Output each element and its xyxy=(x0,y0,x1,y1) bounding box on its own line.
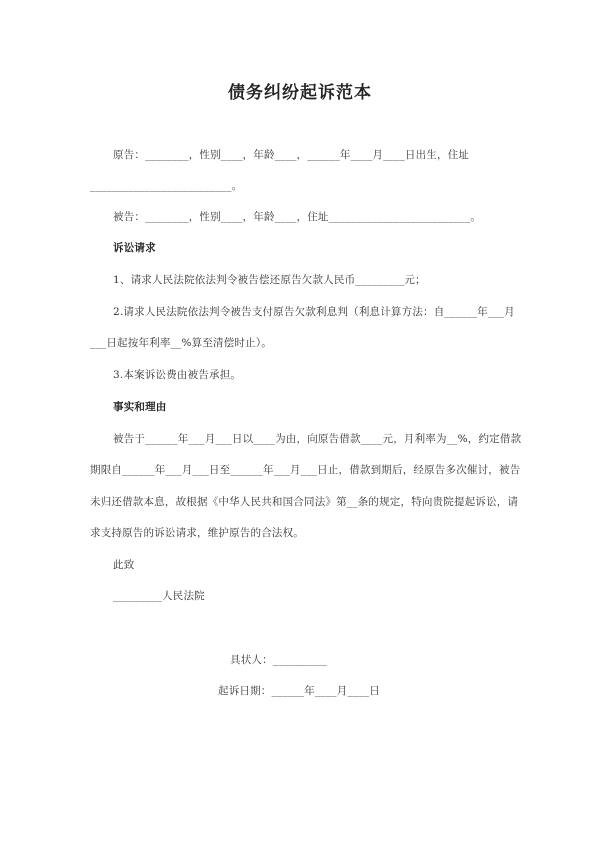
claim-item-1: 1、请求人民法院依法判令被告偿还原告欠款人民币_________元； xyxy=(113,274,426,286)
document-title: 债务纠纷起诉范本 xyxy=(228,83,372,103)
plaintiff-signature: 具状人：__________ xyxy=(230,654,328,666)
claims-heading: 诉讼请求 xyxy=(113,242,156,254)
facts-line-2: 期限自______年___月___日至______年___月___日止，借款到期后，经原告多次催讨，被告 xyxy=(90,464,521,476)
claim-item-3: 3.本案诉讼费由被告承担。 xyxy=(113,369,242,381)
facts-heading: 事实和理由 xyxy=(113,401,167,413)
closing-court: _________人民法院 xyxy=(113,590,205,602)
plaintiff-line-2: __________________________。 xyxy=(90,180,243,192)
facts-line-1: 被告于______年___月___日以____为由，向原告借款____元，月利率为__%，约定借款 xyxy=(113,433,522,445)
facts-line-3: 未归还借款本息，故根据《中华人民共和国合同法》第__条的规定，特向贵院提起诉讼，请 xyxy=(90,496,519,508)
defendant-line: 被告：________，性别____，年龄____，住址__________________________。 xyxy=(113,211,481,223)
plaintiff-line-1: 原告：________，性别____，年龄____，______年____月____日出生，住址 xyxy=(113,149,470,161)
facts-line-4: 求支持原告的诉讼请求，维护原告的合法权。 xyxy=(90,527,304,539)
claim-item-2-line-1: 2.请求人民法院依法判令被告支付原告欠款利息判（利息计算方法：自______年___月 xyxy=(113,306,515,318)
closing-greeting: 此致 xyxy=(113,559,135,571)
claim-item-2-line-2: ___日起按年利率__%算至清偿时止）。 xyxy=(90,337,272,349)
filing-date: 起诉日期：______年____月____日 xyxy=(218,685,380,697)
